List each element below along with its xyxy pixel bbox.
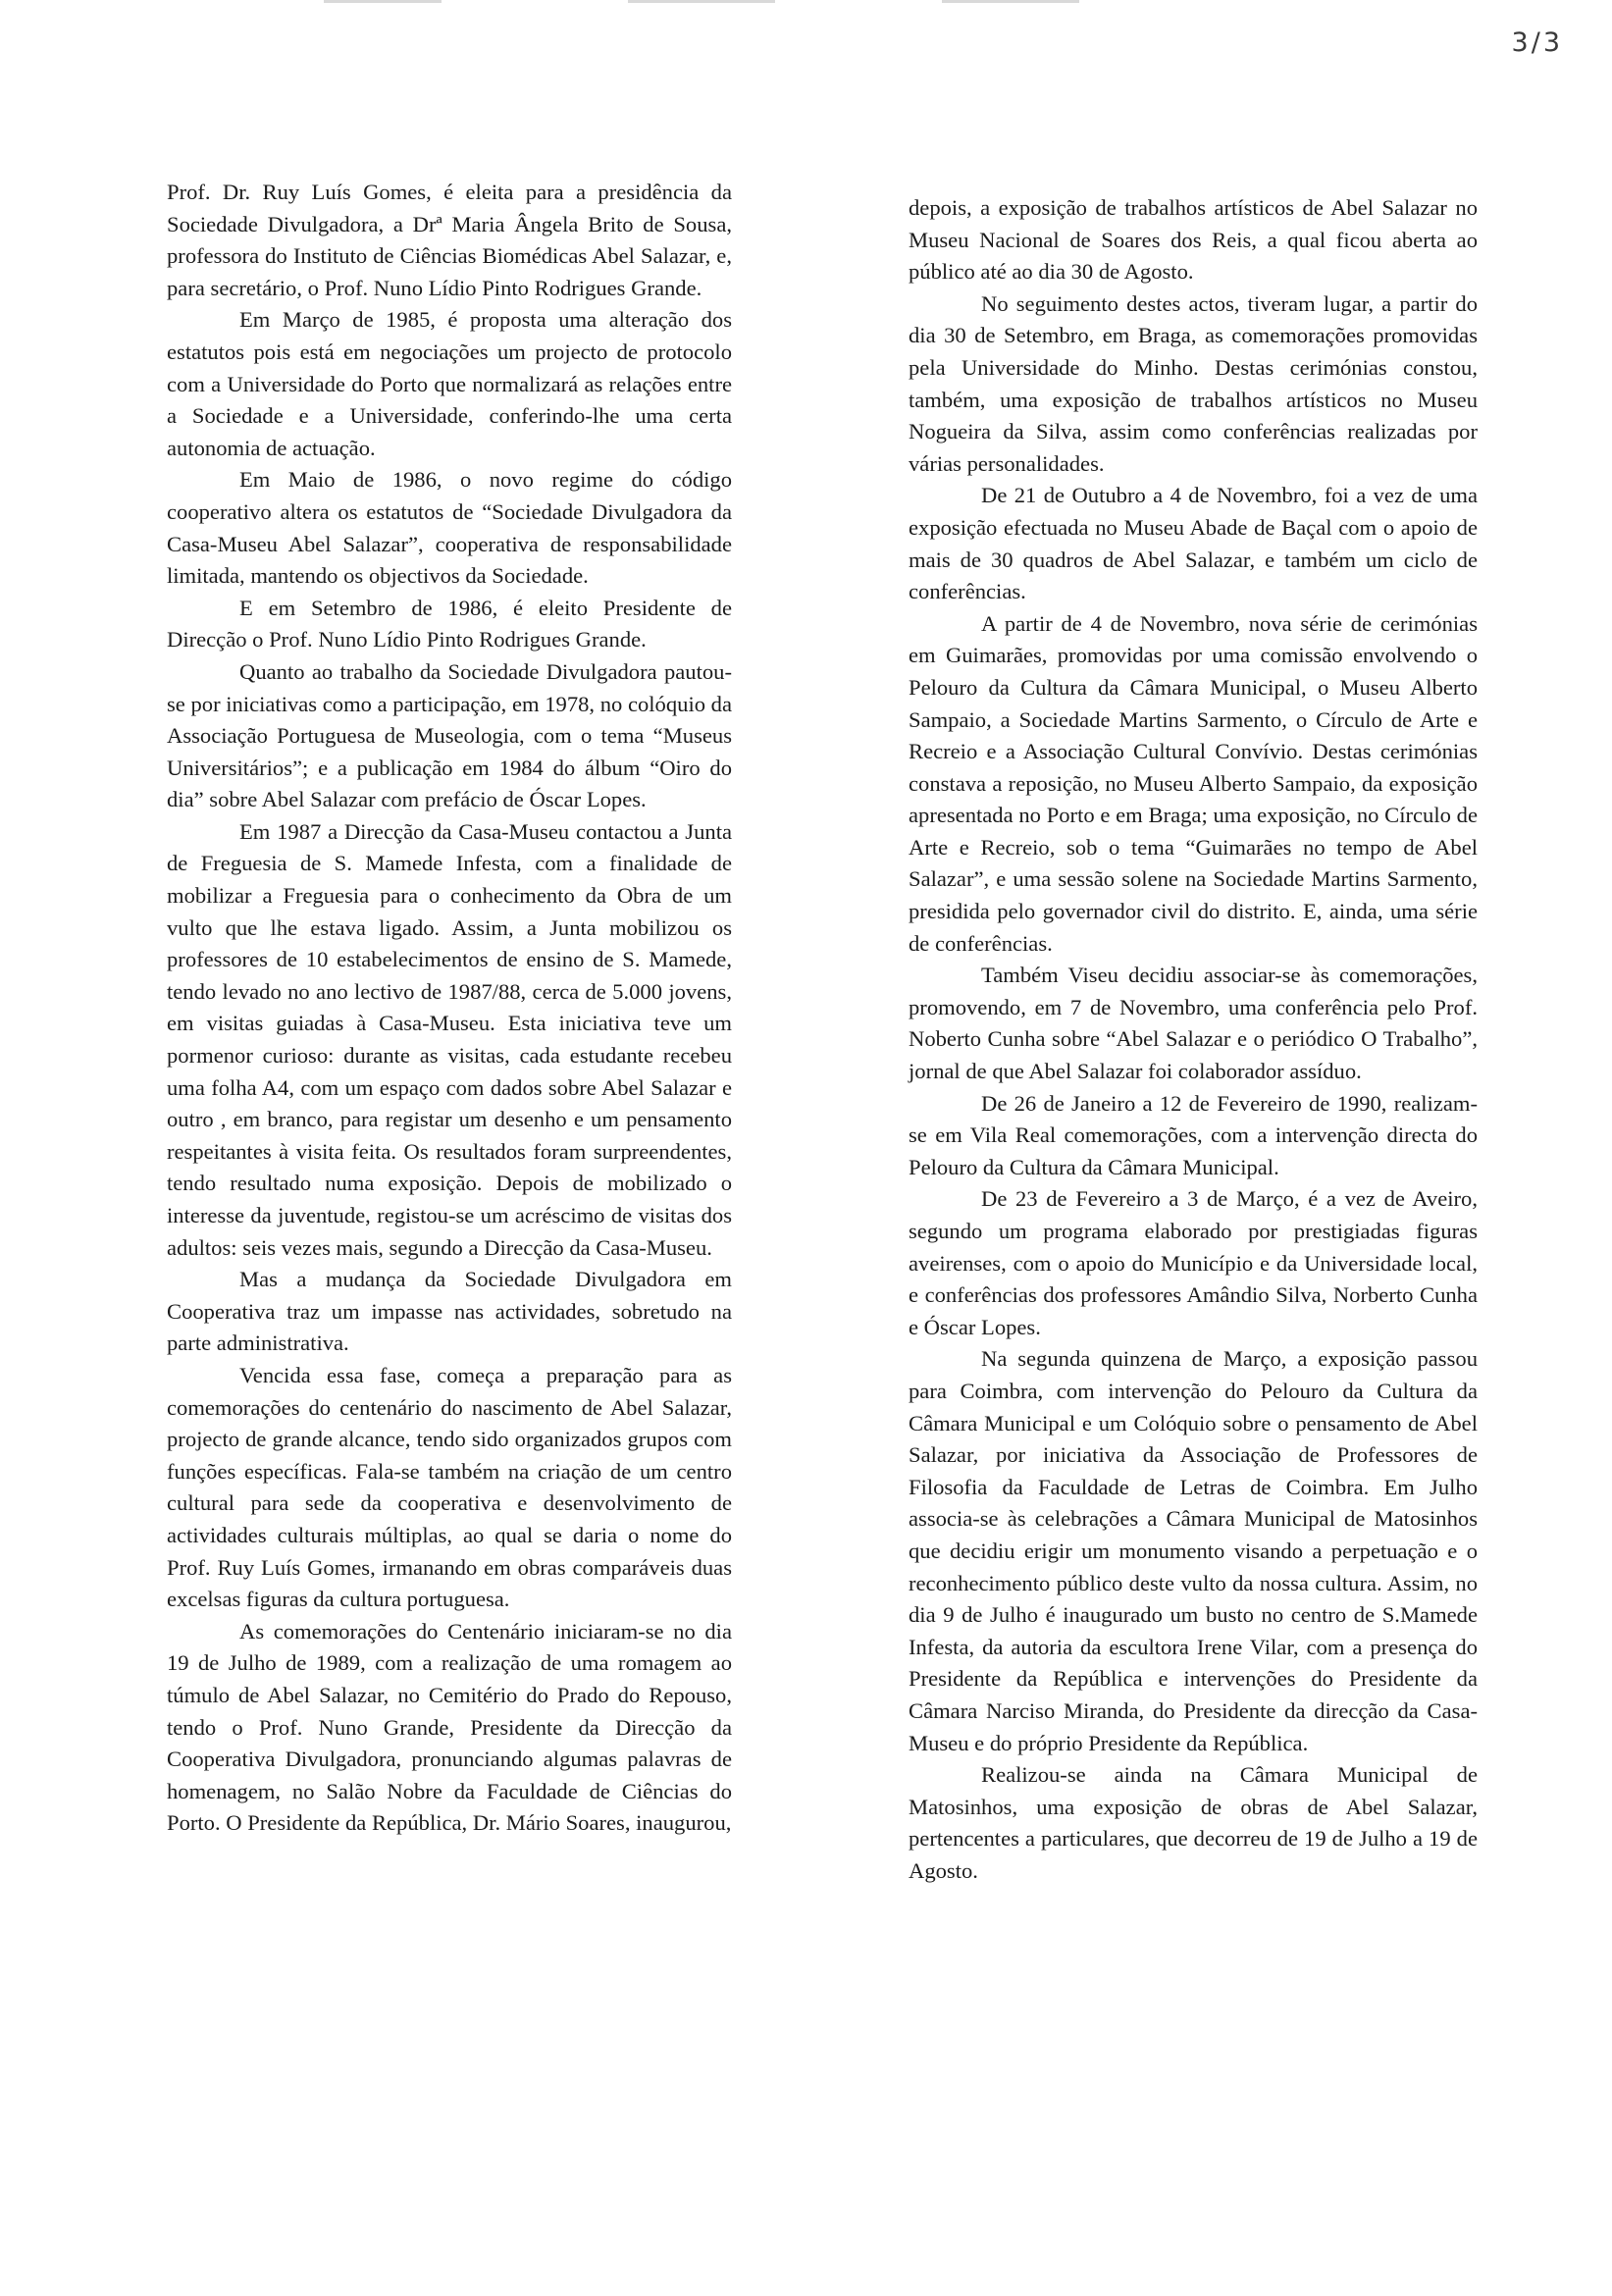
paragraph: No seguimento destes actos, tiveram lugar, a partir do dia 30 de Setembro, em Braga, as comemorações promovidas pela Universidade do Minho. Destas cerimónias constou, também, uma exposição de trabalhos artísticos no Museu Nogueira da Silva, assim como conferências realizadas por várias personalidades.: [909, 290, 1478, 476]
scan-edge-mark: [324, 0, 442, 3]
paragraph: Prof. Dr. Ruy Luís Gomes, é eleita para a presidência da Sociedade Divulgadora, a Drª Maria Ângela Brito de Sousa, professora do Instituto de Ciências Biomédicas Abel Salazar, e, para secretário, o Prof. Nuno Lídio Pinto Rodrigues Grande.: [167, 180, 732, 300]
scan-edge-mark: [628, 0, 775, 3]
paragraph: depois, a exposição de trabalhos artísticos de Abel Salazar no Museu Nacional de Soares dos Reis, a qual ficou aberta ao público até ao dia 30 de Agosto.: [909, 195, 1478, 285]
paragraph: De 26 de Janeiro a 12 de Fevereiro de 1990, realizam-se em Vila Real comemorações, com a intervenção directa do Pelouro da Cultura da Câmara Municipal.: [909, 1090, 1478, 1179]
scan-edge-mark: [942, 0, 1079, 3]
paragraph: Também Viseu decidiu associar-se às comemorações, promovendo, em 7 de Novembro, uma conferência pelo Prof. Noberto Cunha sobre “Abel Salazar e o periódico O Trabalho”, jornal de que Abel Salazar foi colaborador assíduo.: [909, 963, 1478, 1084]
paragraph: De 21 de Outubro a 4 de Novembro, foi a vez de uma exposição efectuada no Museu Abade de Baçal com o apoio de mais de 30 quadros de Abel Salazar, e também um ciclo de conferências.: [909, 483, 1478, 604]
left-column: [167, 177, 732, 1840]
paragraph: Vencida essa fase, começa a preparação para as comemorações do centenário do nascimento de Abel Salazar, projecto de grande alcance, tendo sido organizados grupos com funções específicas. Fala-se também na criação de um centro cultural para sede da cooperativa e desenvolvimento de actividades culturais múltiplas, ao qual se daria o nome do Prof. Ruy Luís Gomes, irmanando em obras comparáveis duas excelsas figuras da cultura portuguesa.: [167, 1362, 732, 1612]
page-number: 3/3: [1511, 27, 1563, 58]
paragraph: Em Maio de 1986, o novo regime do código cooperativo altera os estatutos de “Sociedade Divulgadora da Casa-Museu Abel Salazar”, cooperativa de responsabilidade limitada, mantendo os objectivos da Sociedade.: [167, 467, 732, 589]
paragraph: Realizou-se ainda na Câmara Municipal de Matosinhos, uma exposição de obras de Abel Salazar, pertencentes a particulares, que decorreu de 19 de Julho a 19 de Agosto.: [909, 1762, 1478, 1883]
paragraph: Em Março de 1985, é proposta uma alteração dos estatutos pois está em negociações um projecto de protocolo com a Universidade do Porto que normalizará as relações entre a Sociedade e a Universidade, conferindo-lhe uma certa autonomia de actuação.: [167, 307, 732, 460]
paragraph: E em Setembro de 1986, é eleito Presidente de Direcção o Prof. Nuno Lídio Pinto Rodrigues Grande.: [167, 595, 732, 652]
paragraph: Na segunda quinzena de Março, a exposição passou para Coimbra, com intervenção do Pelouro da Cultura da Câmara Municipal e um Colóquio sobre o pensamento de Abel Salazar, por iniciativa da Associação de Professores de Filosofia da Faculdade de Letras de Coimbra. Em Julho associa-se às celebrações a Câmara Municipal de Matosinhos que decidiu erigir um monumento visando a perpetuação e o reconhecimento público deste vulto da nossa cultura. Assim, no dia 9 de Julho é inaugurado um busto no centro de S.Mamede Infesta, da autoria da escultora Irene Vilar, com a presença do Presidente da República e intervenções do Presidente da Câmara Narciso Miranda, do Presidente da direcção da Casa-Museu e do próprio Presidente da República.: [909, 1346, 1478, 1755]
paragraph: De 23 de Fevereiro a 3 de Março, é a vez de Aveiro, segundo um programa elaborado por prestigiadas figuras aveirenses, com o apoio do Município e da Universidade local, e conferências dos professores Amândio Silva, Norberto Cunha e Óscar Lopes.: [909, 1186, 1478, 1339]
paragraph: Mas a mudança da Sociedade Divulgadora em Cooperativa traz um impasse nas actividades, sobretudo na parte administrativa.: [167, 1267, 732, 1356]
right-column: [909, 192, 1478, 1887]
paragraph: Em 1987 a Direcção da Casa-Museu contactou a Junta de Freguesia de S. Mamede Infesta, com a finalidade de mobilizar a Freguesia para o conhecimento da Obra de um vulto que lhe estava ligado. Assim, a Junta mobilizou os professores de 10 estabelecimentos de ensino de S. Mamede, tendo levado no ano lectivo de 1987/88, cerca de 5.000 jovens, em visitas guiadas à Casa-Museu. Esta iniciativa teve um pormenor curioso: durante as visitas, cada estudante recebeu uma folha A4, com um espaço com dados sobre Abel Salazar e outro , em branco, para registar um desenho e um pensamento respeitantes à visita feita. Os resultados foram surpreendentes, tendo resultado numa exposição. Depois de mobilizado o interesse da juventude, registou-se um acréscimo de visitas dos adultos: seis vezes mais, segundo a Direcção da Casa-Museu.: [167, 818, 732, 1260]
paragraph: Quanto ao trabalho da Sociedade Divulgadora pautou-se por iniciativas como a participação, em 1978, no colóquio da Associação Portuguesa de Museologia, com o tema “Museus Universitários”; e a publicação em 1984 do álbum “Oiro do dia” sobre Abel Salazar com prefácio de Óscar Lopes.: [167, 658, 732, 812]
paragraph: As comemorações do Centenário iniciaram-se no dia 19 de Julho de 1989, com a realização de uma romagem ao túmulo de Abel Salazar, no Cemitério do Prado do Repouso, tendo o Prof. Nuno Grande, Presidente da Direcção da Cooperativa Divulgadora, pronunciando algumas palavras de homenagem, no Salão Nobre da Faculdade de Ciências do Porto. O Presidente da República, Dr. Mário Soares, inaugurou,: [167, 1618, 732, 1836]
paragraph: A partir de 4 de Novembro, nova série de cerimónias em Guimarães, promovidas por uma comissão envolvendo o Pelouro da Cultura da Câmara Municipal, o Museu Alberto Sampaio, a Sociedade Martins Sarmento, o Círculo de Arte e Recreio e a Associação Cultural Convívio. Destas cerimónias constava a reposição, no Museu Alberto Sampaio, da exposição apresentada no Porto e em Braga; uma exposição, no Círculo de Arte e Recreio, sob o tema “Guimarães no tempo de Abel Salazar”, e uma sessão solene na Sociedade Martins Sarmento, presidida pelo governador civil do distrito. E, ainda, uma série de conferências.: [909, 610, 1478, 956]
